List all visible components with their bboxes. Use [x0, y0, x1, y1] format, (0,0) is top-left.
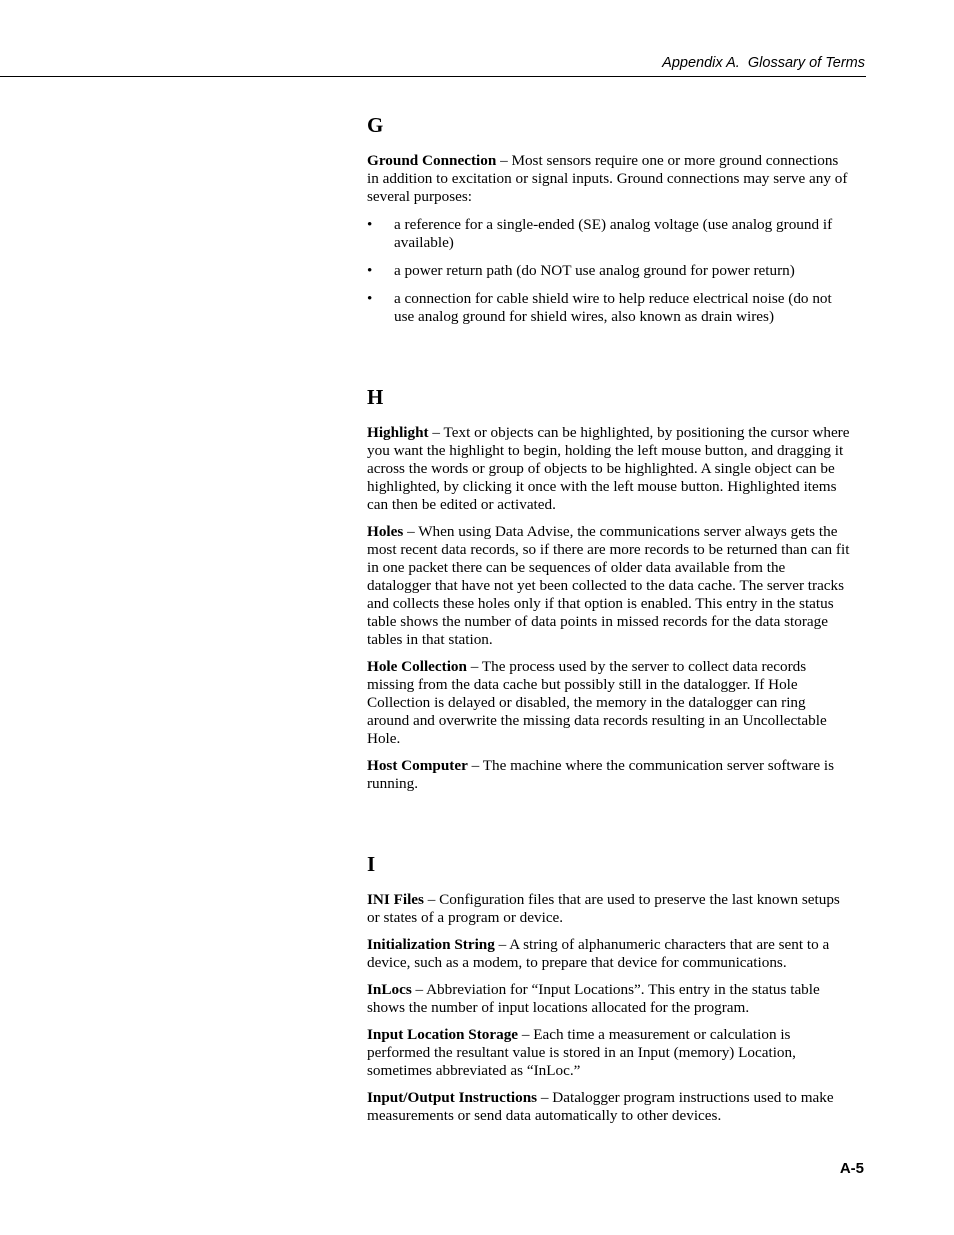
glossary-section-g: [367, 112, 867, 326]
header-divider: [0, 76, 866, 77]
list-item: [367, 290, 867, 326]
glossary-content: [367, 112, 867, 1165]
bullet-icon: •: [367, 262, 373, 279]
glossary-term: Hole Collection: [367, 658, 467, 675]
glossary-entry: [367, 523, 867, 649]
glossary-term: Input Location Storage: [367, 1026, 519, 1043]
glossary-entry: [367, 1026, 867, 1080]
glossary-entry: [367, 1089, 867, 1125]
glossary-term: Highlight: [367, 424, 429, 441]
glossary-section-h: [367, 384, 867, 793]
glossary-entry: [367, 936, 867, 972]
bullet-list: [367, 216, 867, 326]
glossary-definition: – Datalogger program instructions used to make measurements or send data automatically to other devices.: [367, 1089, 834, 1124]
list-item: [367, 216, 867, 252]
glossary-term: Initialization String: [367, 936, 495, 953]
list-item-text: a reference for a single-ended (SE) analog voltage (use analog ground if available): [394, 216, 833, 251]
glossary-entry: [367, 424, 867, 514]
glossary-definition: – Abbreviation for “Input Locations”. This entry in the status table shows the number of input locations allocated for the program.: [367, 981, 820, 1016]
list-item: [367, 262, 867, 280]
glossary-definition: – The process used by the server to collect data records missing from the data cache but possibly still in the datalogger. If Hole Collection is delayed or disabled, the memory in the datalogger can ring around and overwrite the missing data records resulting in an Uncollectable Hole.: [367, 658, 827, 747]
section-letter: I: [367, 852, 376, 876]
glossary-definition: – A string of alphanumeric characters that are sent to a device, such as a modem, to prepare that device for communications.: [367, 936, 830, 971]
bullet-icon: •: [367, 290, 373, 307]
glossary-definition: – Each time a measurement or calculation is performed the resultant value is stored in an Input (memory) Location, sometimes abbreviated as “InLoc.”: [367, 1026, 796, 1079]
glossary-definition: – The machine where the communication server software is running.: [367, 757, 835, 792]
list-item-text: a power return path (do NOT use analog ground for power return): [394, 262, 795, 279]
glossary-term: Input/Output Instructions: [367, 1089, 538, 1106]
running-header: Appendix A. Glossary of Terms: [662, 55, 865, 71]
glossary-entry: [367, 757, 867, 793]
glossary-entry: [367, 981, 867, 1017]
glossary-entry: [367, 658, 867, 748]
section-letter: G: [367, 113, 384, 137]
glossary-term: Host Computer: [367, 757, 468, 774]
page-number: A-5: [839, 1160, 864, 1177]
glossary-definition: – Configuration files that are used to preserve the last known setups or states of a program or device.: [367, 891, 840, 926]
glossary-term: Holes: [367, 523, 404, 540]
glossary-definition: – Most sensors require one or more ground connections in addition to excitation or signal inputs. Ground connections may serve any of several purposes:: [367, 152, 848, 205]
bullet-icon: •: [367, 216, 373, 233]
glossary-section-i: [367, 851, 867, 1125]
glossary-entry: [367, 891, 867, 927]
glossary-definition: – Text or objects can be highlighted, by positioning the cursor where you want the highlight to begin, holding the left mouse button, and dragging it across the words or group of objects to be highlighted. A single object can be highlighted, by clicking it once with the left mouse button. Highlighted items can then be edited or activated.: [367, 424, 850, 513]
glossary-entry: [367, 152, 867, 206]
glossary-term: INI Files: [367, 891, 424, 908]
glossary-definition: – When using Data Advise, the communications server always gets the most recent data records, so if there are more records to be returned than can fit in one packet there can be sequences of older data available from the datalogger that have not yet been collected to the data cache. The server tracks and collects these holes only if that option is enabled. This entry in the status table shows the number of data points in missed records for the data storage tables in that station.: [367, 523, 850, 648]
list-item-text: a connection for cable shield wire to help reduce electrical noise (do not use analog ground for shield wires, also known as drain wires): [394, 290, 832, 325]
section-letter: H: [367, 385, 384, 409]
glossary-term: InLocs: [367, 981, 412, 998]
glossary-term: Ground Connection: [367, 152, 497, 169]
